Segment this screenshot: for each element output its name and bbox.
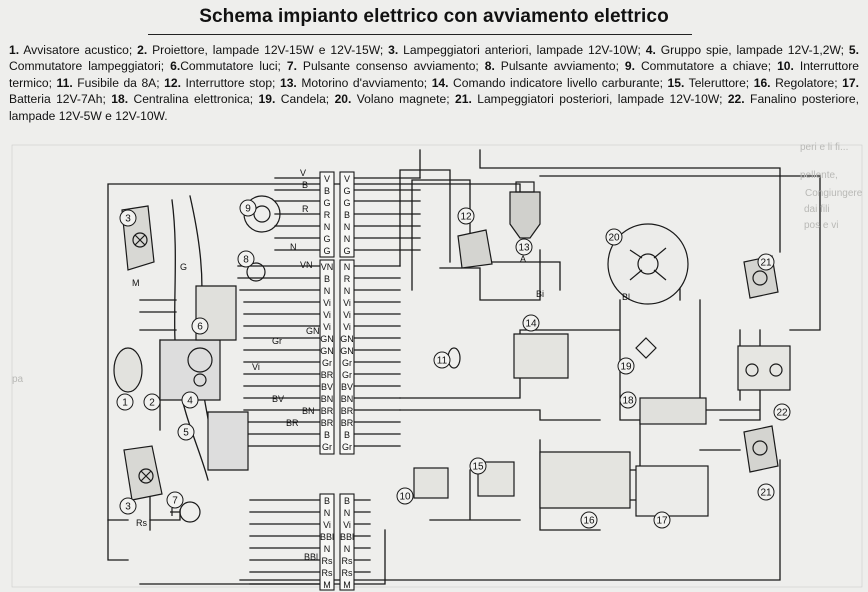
legend-number: 5. xyxy=(844,43,859,57)
legend-text: Pulsante consenso avviamento; xyxy=(296,59,479,74)
legend-number: 22. xyxy=(722,92,745,107)
terminal-label: Gr xyxy=(322,358,332,368)
wire-color-code: GN xyxy=(306,326,320,336)
legend-text: Commutatore luci; xyxy=(180,59,281,74)
svg-text:dai fili: dai fili xyxy=(804,204,830,215)
terminal-label: B xyxy=(323,274,331,284)
terminal-label: Vi xyxy=(323,520,331,530)
svg-text:Congiungere: Congiungere xyxy=(805,188,863,199)
terminal-label: Rs xyxy=(321,556,333,566)
terminal-label: GN xyxy=(320,334,334,344)
component-number-4: 4 xyxy=(187,395,193,407)
component-number-7: 7 xyxy=(172,495,178,507)
legend-number: 10. xyxy=(771,59,794,74)
terminal-label: G xyxy=(323,198,331,208)
component-number-8: 8 xyxy=(243,254,249,266)
legend-text: Fusibile da 8A; xyxy=(72,75,160,90)
terminal-label: V xyxy=(323,174,331,184)
fuel-sender xyxy=(514,334,568,378)
terminal-label: BR xyxy=(320,418,334,428)
terminal-label: B xyxy=(343,496,351,506)
component-number-5: 5 xyxy=(183,427,189,439)
component-number-22: 22 xyxy=(776,407,788,419)
component-number-1: 1 xyxy=(122,397,128,409)
terminal-label: N xyxy=(343,234,351,244)
legend-number: 21. xyxy=(449,92,472,107)
terminal-label: Gr xyxy=(342,358,352,368)
legend-number: 18. xyxy=(105,92,129,107)
terminal-label: V xyxy=(343,174,351,184)
terminal-label: N xyxy=(323,222,331,232)
wire-run-5 xyxy=(250,500,330,584)
legend-text: Avvisatore acustico; xyxy=(19,43,133,57)
wire-run-3 xyxy=(238,266,330,446)
component-number-10: 10 xyxy=(399,491,411,503)
legend-number: 6. xyxy=(164,59,181,74)
legend-number: 16. xyxy=(749,75,771,90)
wire-color-code: G xyxy=(180,262,188,272)
horn xyxy=(114,348,142,392)
terminal-label: Vi xyxy=(323,322,331,332)
terminal-label: BN xyxy=(340,394,354,404)
component-number-19: 19 xyxy=(620,361,632,373)
component-number-12: 12 xyxy=(460,211,472,223)
legend-text: Batteria 12V-7Ah; xyxy=(9,92,106,107)
legend-number: 2. xyxy=(132,43,148,57)
component-number-15: 15 xyxy=(472,461,484,473)
battery xyxy=(636,466,708,516)
terminal-label: B xyxy=(343,210,351,220)
legend-number: 8. xyxy=(478,59,495,74)
legend-number: 20. xyxy=(329,92,352,107)
terminal-label: N xyxy=(323,544,331,554)
component-number-21b: 21 xyxy=(760,487,772,499)
legend-number: 17. xyxy=(837,75,859,90)
svg-text:pos e vi: pos e vi xyxy=(804,220,839,231)
wire-color-code: N xyxy=(290,242,297,252)
component-number-6: 6 xyxy=(197,321,203,333)
wire-color-code: BBl xyxy=(304,552,319,562)
terminal-label: G xyxy=(323,234,331,244)
terminal-label: BN xyxy=(320,394,334,404)
legend-number: 4. xyxy=(640,43,656,57)
start-enable-button xyxy=(180,502,200,522)
wire-color-code: M xyxy=(132,278,140,288)
headlamp xyxy=(160,340,220,400)
rear-flasher-bottom xyxy=(744,426,778,472)
terminal-label: N xyxy=(343,222,351,232)
wire-color-code: A xyxy=(520,254,527,264)
wire-color-code: Bl xyxy=(622,292,631,302)
wiring-diagram xyxy=(0,140,868,592)
legend-number: 12. xyxy=(159,75,181,90)
terminal-label: G xyxy=(343,186,351,196)
connector-labels xyxy=(320,174,354,590)
terminal-label: BR xyxy=(340,406,354,416)
terminal-label: B xyxy=(343,430,351,440)
terminal-label: GN xyxy=(320,346,334,356)
terminal-label: M xyxy=(343,580,351,590)
terminal-label: Vi xyxy=(323,310,331,320)
legend-text: Teleruttore; xyxy=(684,75,750,90)
component-number-9: 9 xyxy=(245,203,251,215)
terminal-label: BV xyxy=(340,382,354,392)
legend-number: 7. xyxy=(280,59,297,74)
component-number-11: 11 xyxy=(436,355,448,367)
ignition-module xyxy=(640,398,706,424)
terminal-label: BBl xyxy=(339,532,355,542)
terminal-label: Vi xyxy=(343,298,351,308)
legend-text: Regolatore; xyxy=(770,75,838,90)
legend-text: Lampeggiatori anteriori, lampade 12V-10W; xyxy=(398,43,641,57)
component-legend xyxy=(9,42,859,124)
wire-color-code: BR xyxy=(286,418,299,428)
terminal-label: N xyxy=(323,286,331,296)
terminal-label: Gr xyxy=(342,442,352,452)
spark-plug xyxy=(636,338,656,358)
thermal-switch xyxy=(414,468,448,498)
flasher-switch xyxy=(208,412,248,470)
terminal-label: Vi xyxy=(343,310,351,320)
wire-run-2 xyxy=(345,178,420,250)
legend-text: Commutatore lampeggiatori; xyxy=(9,59,165,74)
terminal-label: Vi xyxy=(343,520,351,530)
wire-color-code: BN xyxy=(302,406,315,416)
terminal-label: B xyxy=(323,496,331,506)
legend-text: Proiettore, lampade 12V-15W e 12V-15W; xyxy=(147,43,384,57)
legend-number: 15. xyxy=(662,75,685,90)
legend-text: Gruppo spie, lampade 12V-1,2W; xyxy=(655,43,844,57)
svg-text:pellente,: pellente, xyxy=(800,170,838,181)
stop-switch xyxy=(458,230,492,268)
terminal-label: GN xyxy=(340,334,354,344)
legend-text: Lampeggiatori posteriori, lampade 12V-10W; xyxy=(471,92,723,107)
terminal-label: Vi xyxy=(323,298,331,308)
component-number-17: 17 xyxy=(656,515,668,527)
wire-color-code: BV xyxy=(272,394,285,404)
legend-text: Fanalino posteriore, lampade 12V-5W e 12V-10W. xyxy=(9,92,859,123)
terminal-label: G xyxy=(323,246,331,256)
terminal-label: N xyxy=(323,508,331,518)
component-number-3b: 3 xyxy=(125,501,131,513)
legend-text: Volano magnete; xyxy=(351,92,450,107)
terminal-label: Rs xyxy=(341,556,353,566)
terminal-label: M xyxy=(323,580,331,590)
terminal-label: BR xyxy=(320,370,334,380)
terminal-label: R xyxy=(323,210,331,220)
legend-text: Commutatore a chiave; xyxy=(635,59,772,74)
wire-color-code: V xyxy=(300,168,307,178)
component-number-2: 2 xyxy=(149,397,155,409)
legend-number: 11. xyxy=(52,75,73,90)
component-number-18: 18 xyxy=(622,395,634,407)
terminal-label: BR xyxy=(340,418,354,428)
terminal-label: BR xyxy=(320,406,334,416)
terminal-label: GN xyxy=(340,346,354,356)
terminal-label: N xyxy=(343,544,351,554)
component-number-21a: 21 xyxy=(760,257,772,269)
wire-color-code: VN xyxy=(300,260,313,270)
legend-number: 14. xyxy=(427,75,449,90)
legend-text: Centralina elettronica; xyxy=(128,92,254,107)
terminal-label: B xyxy=(323,430,331,440)
legend-text: Comando indicatore livello carburante; xyxy=(448,75,663,90)
terminal-label: Gr xyxy=(322,442,332,452)
wire-color-code: B xyxy=(302,180,309,190)
component-number-13: 13 xyxy=(518,242,530,254)
legend-number: 1. xyxy=(9,43,20,57)
legend-text: Interruttore termico; xyxy=(9,59,859,90)
terminal-label: R xyxy=(343,274,351,284)
legend-number: 9. xyxy=(618,59,636,74)
legend-number: 3. xyxy=(383,43,399,57)
terminal-label: Rs xyxy=(341,568,353,578)
legend-text: Motorino d'avviamento; xyxy=(296,75,428,90)
terminal-label: N xyxy=(343,262,351,272)
wire-color-code: Vi xyxy=(252,362,260,372)
wire-color-code: Rs xyxy=(136,518,147,528)
component-number-14: 14 xyxy=(525,318,537,330)
terminal-label: BV xyxy=(320,382,334,392)
legend-number: 13. xyxy=(275,75,297,90)
starter-motor xyxy=(510,192,540,238)
terminal-label: N xyxy=(343,286,351,296)
terminal-label: G xyxy=(343,246,351,256)
wire-color-code: R xyxy=(302,204,309,214)
terminal-label: G xyxy=(343,198,351,208)
terminal-label: Rs xyxy=(321,568,333,578)
legend-text: Candela; xyxy=(275,92,330,107)
legend-text: Interruttore stop; xyxy=(180,75,276,90)
terminal-label: B xyxy=(323,186,331,196)
component-number-3a: 3 xyxy=(125,213,131,225)
component-number-20: 20 xyxy=(608,232,620,244)
terminal-label: N xyxy=(343,508,351,518)
wire-color-code: Bi xyxy=(536,289,545,299)
page-title: Schema impianto elettrico con avviamento elettrico xyxy=(199,6,669,27)
component-number-16: 16 xyxy=(583,515,595,527)
legend-number: 19. xyxy=(253,92,276,107)
regulator xyxy=(540,452,630,508)
svg-text:peri e li fi...: peri e li fi... xyxy=(800,142,849,153)
svg-text:pa: pa xyxy=(12,374,24,385)
terminal-label: BBl xyxy=(319,532,335,542)
title-underline xyxy=(148,34,692,35)
wire-color-code: Gr xyxy=(272,336,282,346)
terminal-label: Gr xyxy=(342,370,352,380)
terminal-label: VN xyxy=(320,262,334,272)
terminal-label: Vi xyxy=(343,322,351,332)
legend-text: Pulsante avviamento; xyxy=(494,59,619,74)
